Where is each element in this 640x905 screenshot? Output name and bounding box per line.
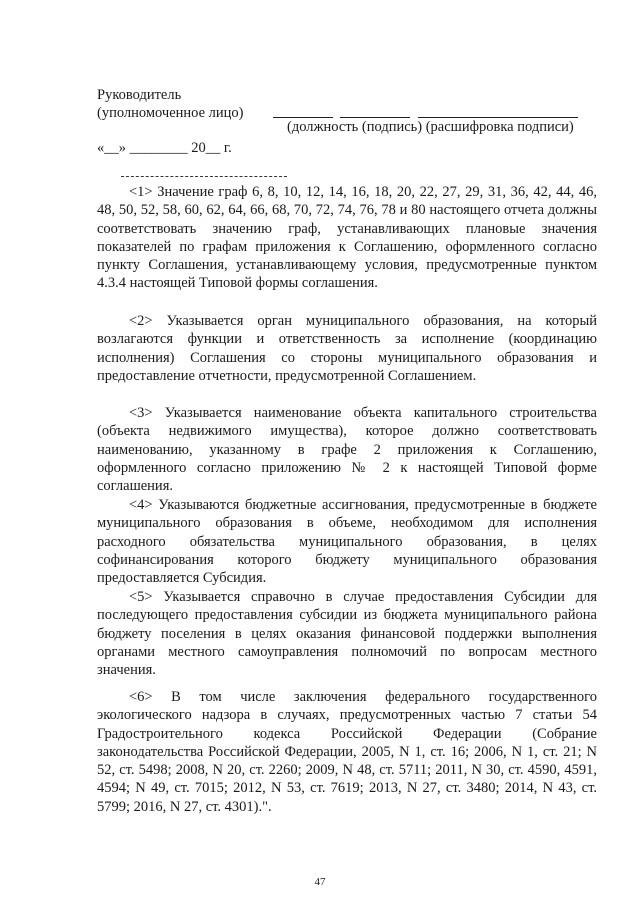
footnote-4: <4> Указываются бюджетные ассигнования, предусмотренные в бюджете муниципального образования в объеме, необходимом для исполнения расходного обязательства муниципального образования, в целях софинансирования которого бюджету муниципального образования предоставляется Субсидия. bbox=[97, 497, 597, 587]
footnote-2: <2> Указывается орган муниципального образования, на который возлагаются функции и ответственность за исполнение (координацию исполнения) Соглашения со стороны муниципального образования и предоставление отчетности, предусмотренной Соглашением. bbox=[97, 313, 597, 384]
footnote-6: <6> В том числе заключения федерального государственного экологического надзора в случаях, предусмотренных частью 7 статьи 54 Градостроительного кодекса Российской Федерации (Собрание законодательства Российской Федерации, 2005, N 1, ст. 16; 2006, N 1, ст. 21; N 52, ст. 5498; 2008, N 20, ст. 2260; 2009, N 48, ст. 5711; 2011, N 30, ст. 4590, 4591, 4594; N 49, ст. 7015; 2012, N 53, ст. 7619; 2013, N 27, ст. 3480; 2014, N 43, ст. 5799; 2016, N 27, ст. 4301).". bbox=[97, 689, 597, 815]
signature-title: Руководитель bbox=[97, 87, 182, 103]
signature-date-line: «__» ________ 20__ г. bbox=[97, 140, 232, 156]
signature-labels: (должность (подпись) (расшифровка подписи) bbox=[287, 119, 574, 135]
footnote-1: <1> Значение граф 6, 8, 10, 12, 14, 16, 18, 20, 22, 27, 29, 31, 36, 42, 44, 46, 48, 50, 52, 58, 60, 62, 64, 66, 68, 70, 72, 74, 76, 78 и 80 настоящего отчета должны соответствовать значению граф, устанавливающих плановые значения показателей по графам приложения к Соглашению, оформленного согласно пункту Соглашения, устанавливающему условия, предусмотренные пунктом 4.3.4 настоящей Типовой формы соглашения. bbox=[97, 184, 597, 292]
signature-subtitle: (уполномоченное лицо) bbox=[97, 105, 244, 121]
page-number: 47 bbox=[314, 876, 326, 888]
footnote-separator bbox=[121, 176, 287, 177]
footnote-5: <5> Указывается справочно в случае предоставления Субсидии для последующего предоставления субсидии из бюджета муниципального района бюджету поселения в целях оказания финансовой поддержки выполнения органами местного самоуправления полномочий по вопросам местного значения. bbox=[97, 589, 597, 679]
footnote-3: <3> Указывается наименование объекта капитального строительства (объекта недвижимого имущества), которое должно соответствовать наименованию, указанному в графе 2 приложения к Соглашению, оформленного согласно приложению № 2 к настоящей Типовой форме соглашения. bbox=[97, 405, 597, 495]
